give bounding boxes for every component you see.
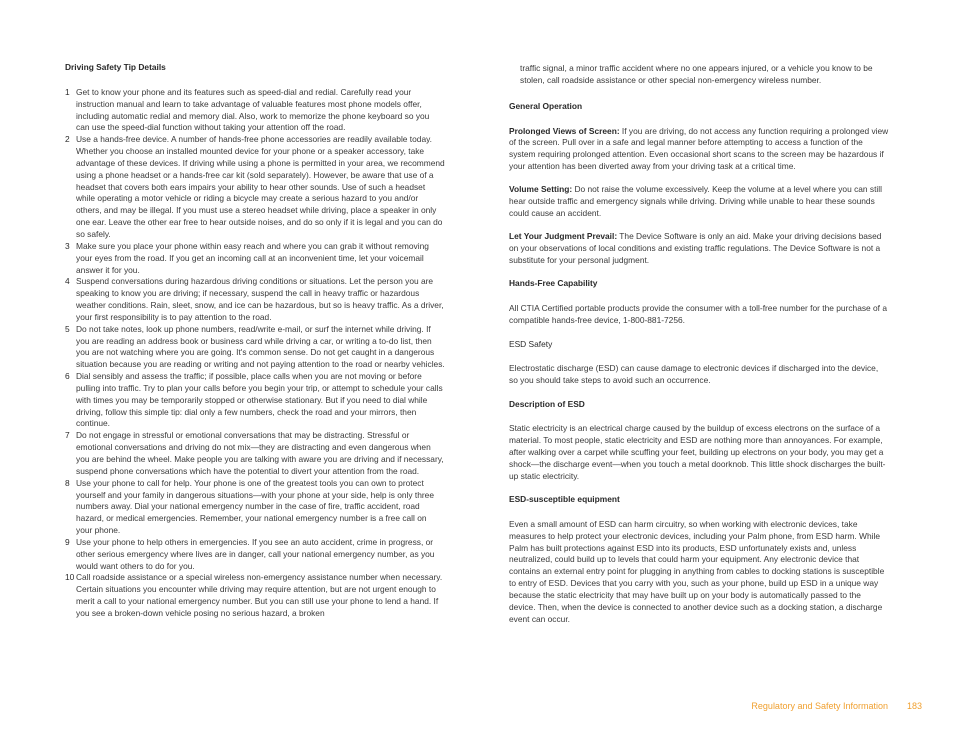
esd-safety-heading: ESD Safety (509, 338, 553, 349)
tip-item (65, 241, 445, 277)
tip-text: Do not engage in stressful or emotional conversations that may be distracting. Stressful or emotional conversations and driving do not mix—they are distracting and even dangerous when you are behind the wheel. Make people you are talking with aware you are driving and if necessary, suspend phone conversations which have the potential to divert your attention from the road. (76, 430, 444, 476)
general-operation-heading: General Operation (509, 100, 583, 111)
volume-setting-paragraph (509, 184, 889, 220)
volume-setting-lead: Volume Setting: (509, 184, 573, 195)
prolonged-views-lead: Prolonged Views of Screen: (509, 125, 620, 136)
driving-tips-list (65, 87, 445, 620)
footer-page-number: 183 (907, 701, 923, 711)
tip-text: Make sure you place your phone within easy reach and where you can grab it without removing your eyes from the road. If you get an incoming call at an inconvenient time, let your voicemail answer it for you. (76, 240, 429, 275)
volume-setting-text: Do not raise the volume excessively. Keep the volume at a level where you can still hear outside traffic and emergency signals while driving. Driving while unable to hear these sounds could cause an accident. (509, 184, 882, 219)
footer-section-title: Regulatory and Safety Information (751, 701, 888, 711)
right-column (509, 63, 889, 637)
left-column (65, 62, 445, 620)
tip-10-continued: traffic signal, a minor traffic accident where no one appears injured, or a vehicle you know to be stolen, call roadside assistance or other special non-emergency wireless number. (520, 63, 873, 85)
tip-number: 4 (65, 276, 70, 287)
judgment-paragraph (509, 231, 889, 267)
tip-text: Dial sensibly and assess the traffic; if possible, place calls when you are not moving or before pulling into traffic. Try to plan your calls before you begin your trip, or attempt to schedule your calls with times you may be temporarily stopped or otherwise stationary. But if you need to dial while driving, follow this simple tip: dial only a few numbers, check the road and your mirrors, then continue. (76, 371, 443, 429)
hands-free-heading: Hands-Free Capability (509, 278, 598, 289)
judgment-lead: Let Your Judgment Prevail: (509, 231, 618, 242)
tip-number: 10 (65, 572, 75, 583)
tip-item (65, 478, 445, 537)
esd-equipment-heading: ESD-susceptible equipment (509, 494, 620, 505)
tip-text: Do not take notes, look up phone numbers, read/write e-mail, or surf the internet while driving. If you are reading an address book or business card while driving a car, or writing a to-do list, then you are not watching where you are going. It's common sense. Do not get caught in a dangerous situation because you are reading or writing and not paying attention to the road or nearby vehicles. (76, 323, 445, 370)
tip-number: 8 (65, 477, 70, 488)
tip-number: 7 (65, 430, 70, 441)
tip-item (65, 276, 445, 323)
tip-number: 6 (65, 371, 70, 382)
driving-tips-heading: Driving Safety Tip Details (65, 62, 166, 72)
esd-safety-paragraph: Electrostatic discharge (ESD) can cause damage to electronic devices if discharged into the device, so you should take steps to avoid such an occurrence. (509, 363, 879, 386)
esd-description-heading: Description of ESD (509, 398, 585, 409)
tip-item (65, 430, 445, 477)
esd-description-paragraph: Static electricity is an electrical charge caused by the buildup of excess electrons on the surface of a material. To most people, static electricity and ESD are nothing more than annoyances. For example, after walking over a carpet while scuffing your feet, building up electrons on your body, you may get a shock—the discharge event—when you touch a metal doorknob. This little shock discharges the built-up static electricity. (509, 423, 886, 481)
tip-text: Get to know your phone and its features such as speed-dial and redial. Carefully read your instruction manual and learn to take advantage of valuable features most phone models offer, including automatic redial and memory dial. Also, work to memorize the phone keyboard so you can use the speed-dial function without taking your attention off the road. (76, 86, 430, 133)
tip-number: 3 (65, 240, 70, 251)
tip-number: 5 (65, 323, 70, 334)
esd-equipment-paragraph: Even a small amount of ESD can harm circuitry, so when working with electronic devices, take measures to help protect your electronic devices, including your Palm phone, from ESD harm. While Palm has built protections against ESD into its products, ESD unfortunately exists and, unless neutralized, could build up to levels that could harm your equipment. Any electronic device that contains an external entry point for plugging in anything from cables to docking stations is susceptible to entry of ESD. Devices that you carry with you, such as your phone, build up ESD in a unique way because the static electricity that may have built up on your body is automatically passed to the device. Then, when the device is connected to another device such as a docking station, a discharge event can occur. (509, 518, 885, 624)
tip-item (65, 324, 445, 371)
prolonged-views-text: If you are driving, do not access any function requiring a prolonged view of the screen. Pull over in a safe and legal manner before attempting to access a function of the system requiring prolonged attention. Even occasional short scans to the screen may be hazardous if your attention has been diverted away from your driving task at a critical time. (509, 125, 889, 172)
judgment-text: The Device Software is only an aid. Make your driving decisions based on your observations of local conditions and existing traffic regulations. The Device Software is not a substitute for your personal judgment. (509, 231, 882, 266)
hands-free-paragraph: All CTIA Certified portable products provide the consumer with a toll-free number for the purchase of a compatible hands-free device, 1-800-881-7256. (509, 303, 887, 326)
tip-text: Use your phone to call for help. Your phone is one of the greatest tools you can own to protect yourself and your family in dangerous situations—with your phone at your side, help is only three numbers away. Dial your national emergency number in the case of fire, traffic accident, road hazard, or medical emergencies. Remember, your national emergency number is a free call on your phone. (76, 477, 434, 536)
tip-text: Suspend conversations during hazardous driving conditions or situations. Let the person you are speaking to know you are driving; if necessary, suspend the call in heavy traffic or hazardous weather conditions. Rain, sleet, snow, and ice can be hazardous, but so is heavy traffic. As a driver, your first responsibility is to pay attention to the road. (76, 276, 444, 322)
tip-item (65, 134, 445, 241)
prolonged-views-paragraph (509, 126, 889, 173)
tip-number: 1 (65, 86, 70, 97)
tip-text: Call roadside assistance or a special wireless non-emergency assistance number when necessary. Certain situations you encounter while driving may require attention, but are not urgent enough to merit a call to your national emergency number. But you can still use your phone to lend a hand. If you see a broken-down vehicle posing no serious hazard, a broken (76, 572, 443, 618)
tip-text: Use your phone to help others in emergencies. If you see an auto accident, crime in progress, or other serious emergency where lives are in danger, call your national emergency number, as you would want others to do for you. (76, 536, 435, 571)
tip-text: Use a hands-free device. A number of hands-free phone accessories are readily available today. Whether you choose an installed mounted device for your phone or a speaker accessory, take advantage of these devices. If driving while using a phone is permitted in your area, we recommend using a phone headset or a hands-free car kit (sold separately). However, be aware that use of a headset that covers both ears impairs your ability to hear other sounds. Use of such a headset while operating a motor vehicle or riding a bicycle may create a serious hazard to you and/or others, and may be illegal. If you must use a stereo headset while driving, place a speaker in only one ear. Leave the other ear free to hear outside noises, and do so only if it is legal and you can do so safely. (76, 134, 445, 239)
tip-number: 2 (65, 134, 70, 145)
tip-item (65, 371, 445, 430)
tip-item (65, 537, 445, 573)
tip-item (65, 87, 445, 134)
tip-item (65, 572, 445, 619)
tip-number: 9 (65, 536, 70, 547)
